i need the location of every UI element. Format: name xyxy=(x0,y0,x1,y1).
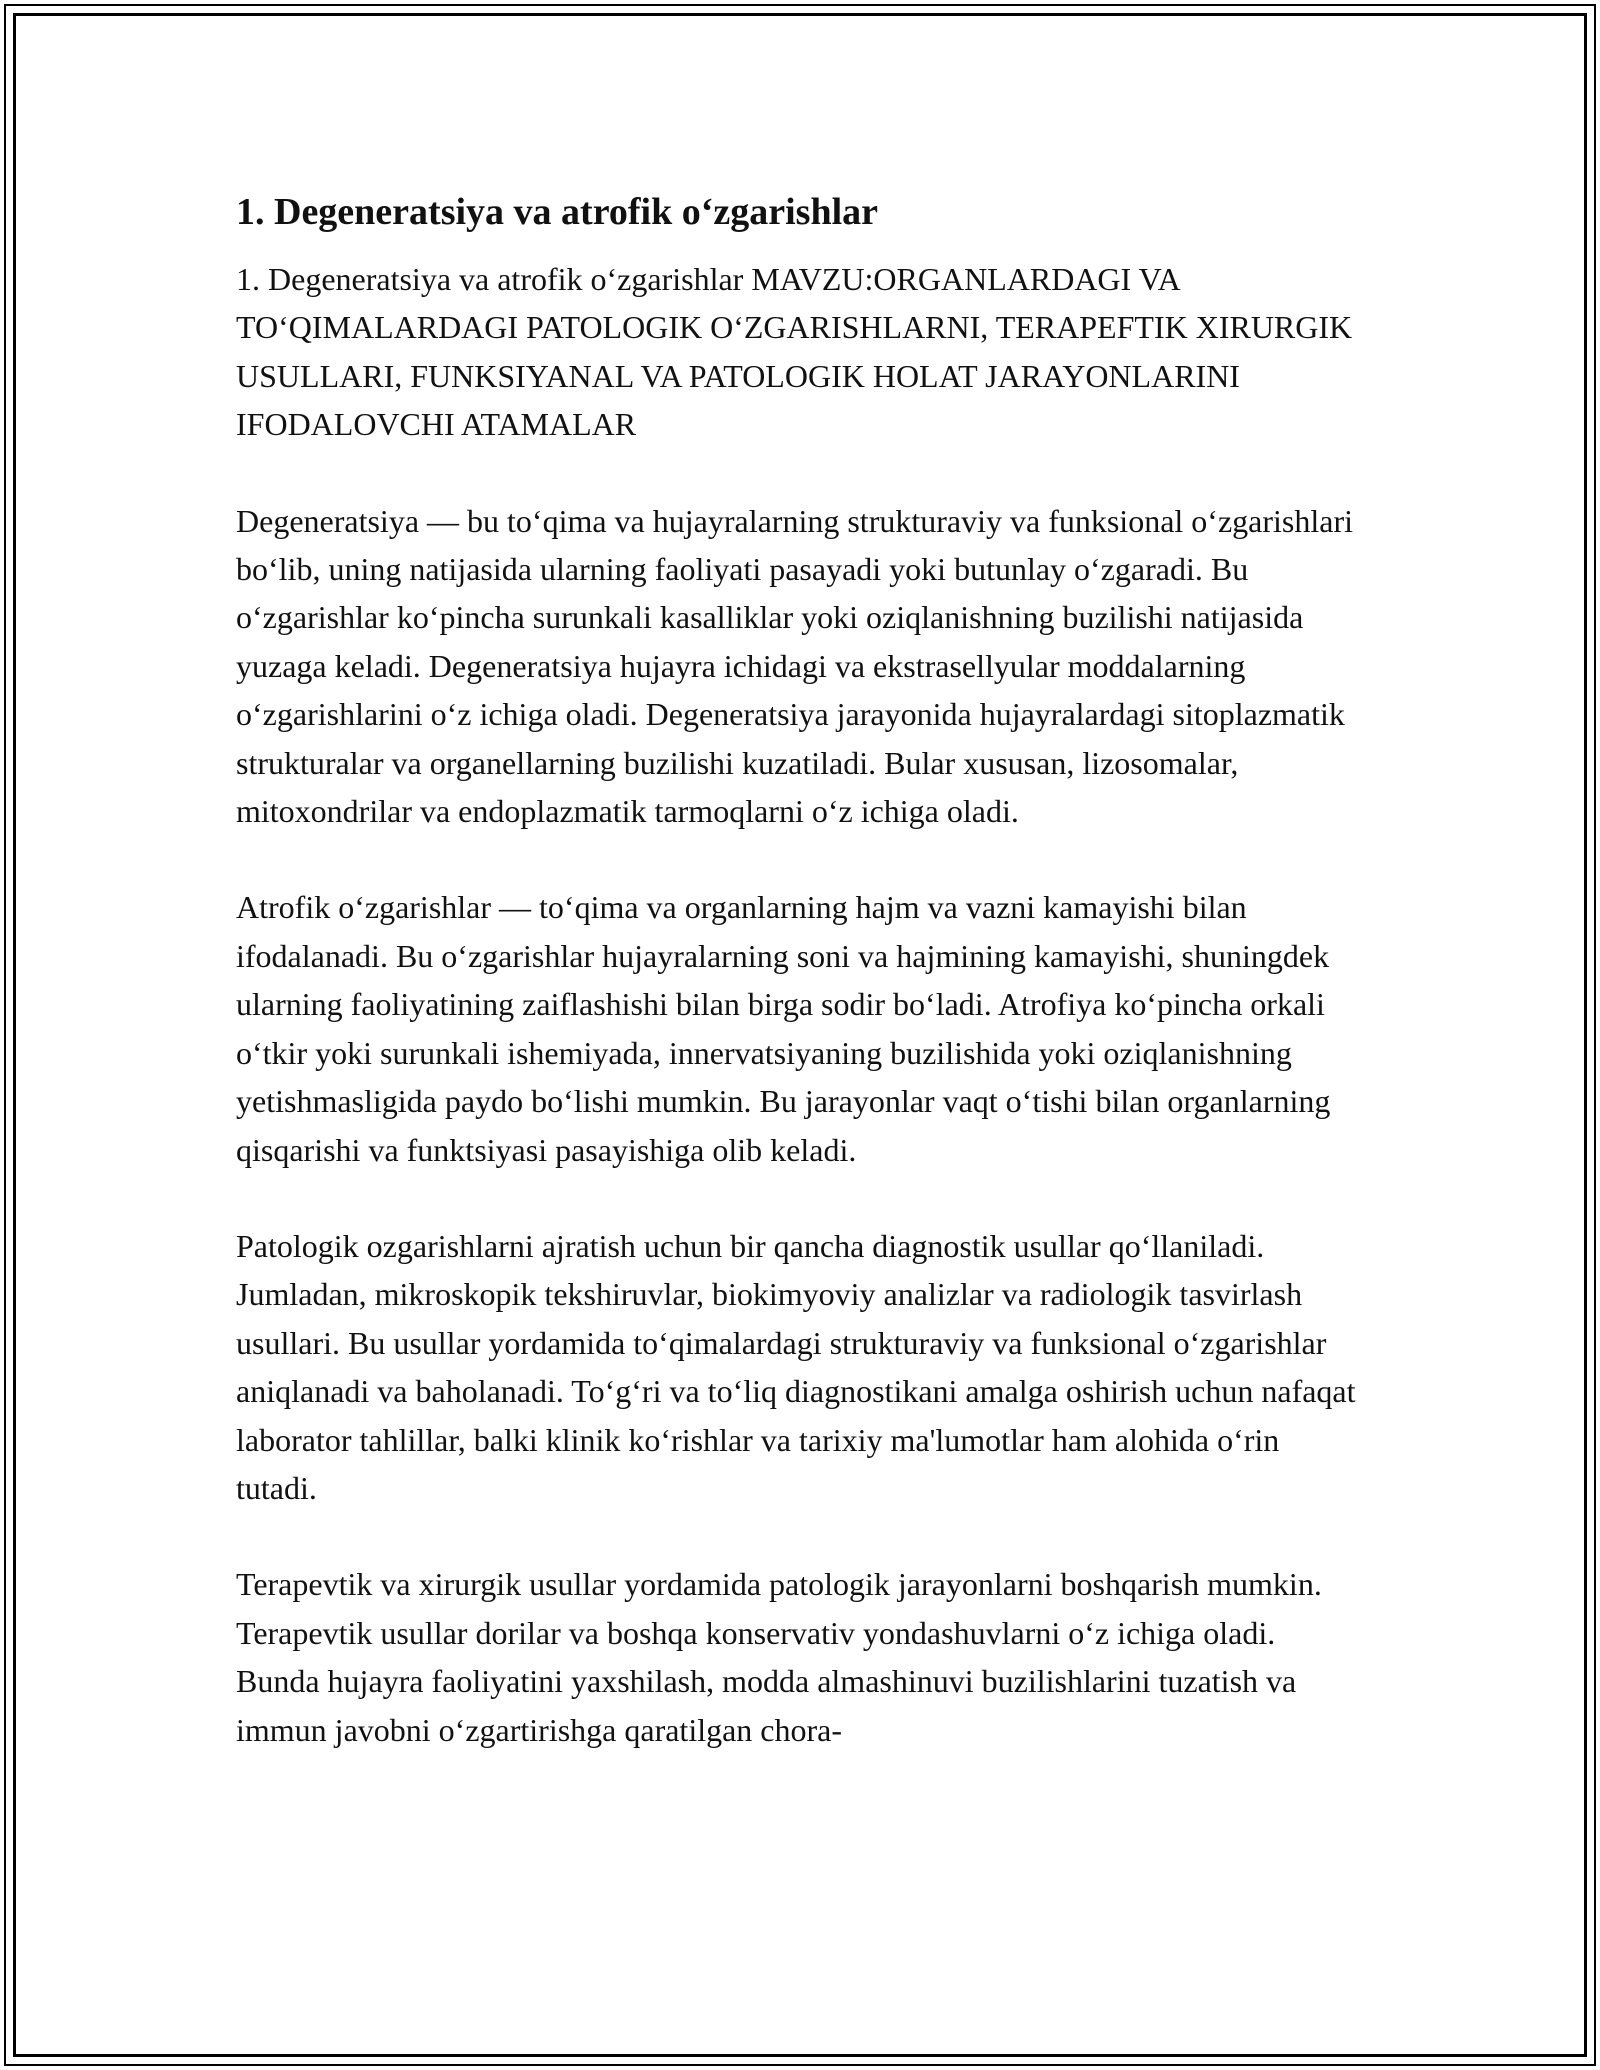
paragraph-therapy: Terapevtik va xirurgik usullar yordamida patologik jarayonlarni boshqarish mumkin. Terapevtik usullar dorilar va boshqa konservativ yondashuvlarni o‘z ichiga oladi. Bunda hujayra faoliyatini yaxshilash, modda almashinuvi buzilishlarini tuzatish va immun javobni o‘zgartirishga qaratilgan chora- xyxy=(236,1566,1322,1748)
paragraph-atrophy: Atrofik o‘zgarishlar — to‘qima va organlarning hajm va vazni kamayishi bilan ifodalanadi. Bu o‘zgarishlar hujayralarning soni va hajmining kamayishi, shuningdek ularning faoliyatining zaiflashishi bilan birga sodir bo‘ladi. Atrofiya ko‘pincha orkali o‘tkir yoki surunkali ishemiyada, innervatsiyaning buzilishida yoki oziqlanishning yetishmasligida paydo bo‘lishi mumkin. Bu jarayonlar vaqt o‘tishi bilan organlarning qisqarishi va funktsiyasi pasayishiga olib keladi. xyxy=(236,889,1331,1168)
paragraph-topic: 1. Degeneratsiya va atrofik o‘zgarishlar MAVZU:ORGANLARDAGI VA TO‘QIMALARDAGI PATOLOGIK O‘ZGARISHLARNI, TERAPEFTIK XIRURGIK USULLARI, FUNKSIYANAL VA PATOLOGIK HOLAT JARAYONLARINI IFODALOVCHI ATAMALAR xyxy=(236,261,1353,443)
paragraph-degeneration: Degeneratsiya — bu to‘qima va hujayralarning strukturaviy va funksional o‘zgarishlari bo‘lib, uning natijasida ularning faoliyati pasayadi yoki butunlay o‘zgaradi. Bu o‘zgarishlar ko‘pincha surunkali kasalliklar yoki oziqlanishning buzilishi natijasida yuzaga keladi. Degeneratsiya hujayra ichidagi va ekstrasellyular moddalarning o‘zgarishlarini o‘z ichiga oladi. Degeneratsiya jarayonida hujayralardagi sitoplazmatik strukturalar va organellarning buzilishi kuzatiladi. Bular xususan, lizosomalar, mitoxondrilar va endoplazmatik tarmoqlarni o‘z ichiga oladi. xyxy=(236,502,1353,830)
document-body xyxy=(236,184,1366,1754)
paragraph-diagnostics: Patologik ozgarishlarni ajratish uchun bir qancha diagnostik usullar qo‘llaniladi. Jumladan, mikroskopik tekshiruvlar, biokimyoviy analizlar va radiologik tasvirlash usullari. Bu usullar yordamida to‘qimalardagi strukturaviy va funksional o‘zgarishlar aniqlanadi va baholanadi. To‘g‘ri va to‘liq diagnostikani amalga oshirish uchun nafaqat laborator tahlillar, balki klinik ko‘rishlar va tarixiy ma'lumotlar ham alohida o‘rin tutadi. xyxy=(236,1227,1356,1506)
page-title: 1. Degeneratsiya va atrofik o‘zgarishlar xyxy=(236,191,879,233)
